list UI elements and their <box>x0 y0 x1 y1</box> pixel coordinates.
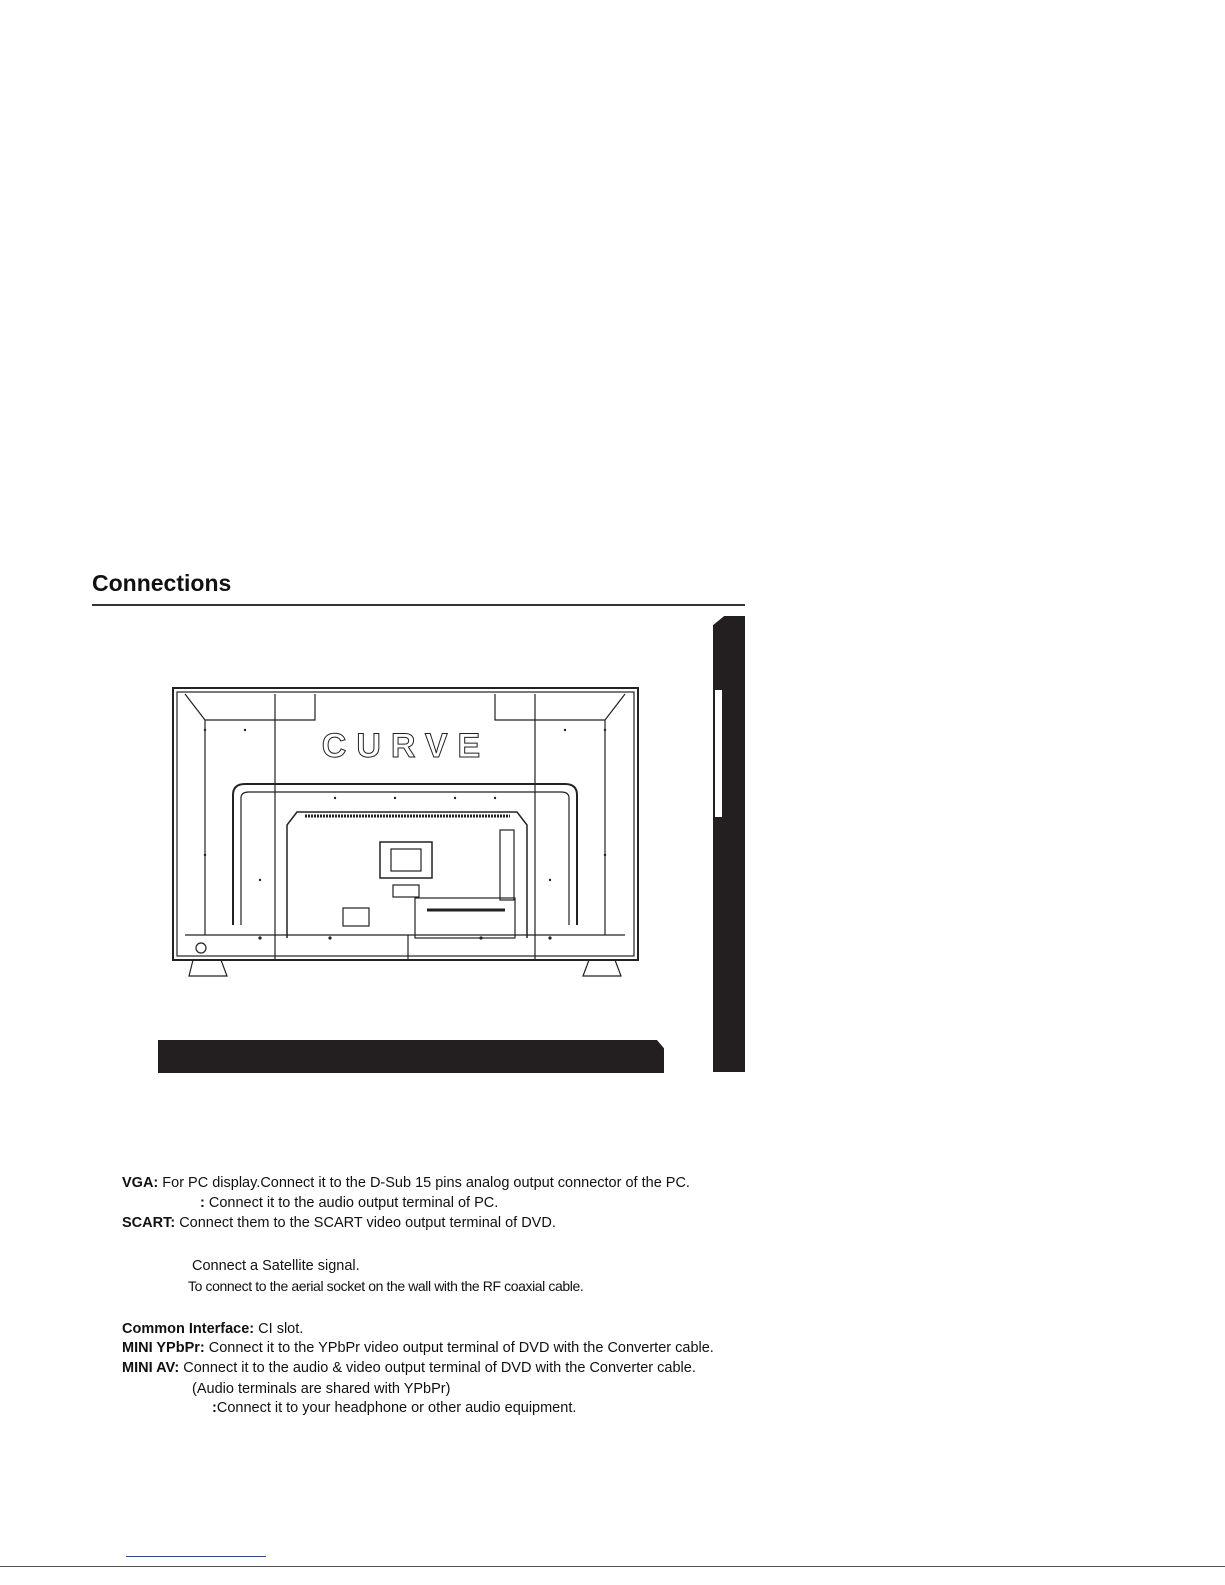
section-title: Connections <box>92 570 232 596</box>
desc-mini-ypbpr: MINI YPbPr: Connect it to the YPbPr video output terminal of DVD with the Converter cable. <box>122 1340 714 1356</box>
desc-common-interface: Common Interface: CI slot. <box>122 1321 304 1337</box>
desc-mini-av-note: (Audio terminals are shared with YPbPr) <box>192 1381 451 1397</box>
desc-mini-av: MINI AV: Connect it to the audio & video output terminal of DVD with the Converter cable. <box>122 1360 696 1376</box>
desc-aerial: To connect to the aerial socket on the wall with the RF coaxial cable. <box>188 1278 584 1294</box>
tv-rear-diagram <box>165 680 645 980</box>
side-tab <box>713 616 745 1072</box>
desc-vga: VGA: For PC display.Connect it to the D-Sub 15 pins analog output connector of the PC. <box>122 1175 690 1191</box>
desc-satellite: Connect a Satellite signal. <box>192 1258 360 1274</box>
desc-pc-audio: : Connect it to the audio output terminal of PC. <box>200 1195 499 1211</box>
side-tab-slot <box>715 690 722 817</box>
title-divider <box>92 604 745 606</box>
desc-headphone: :Connect it to your headphone or other audio equipment. <box>212 1400 577 1416</box>
footer-link-underline[interactable] <box>126 1556 266 1557</box>
tv-logo: CURVE <box>321 727 491 765</box>
footer-rule <box>0 1566 1225 1567</box>
diagram-caption-bar <box>158 1040 664 1073</box>
desc-scart: SCART: Connect them to the SCART video output terminal of DVD. <box>122 1215 556 1231</box>
